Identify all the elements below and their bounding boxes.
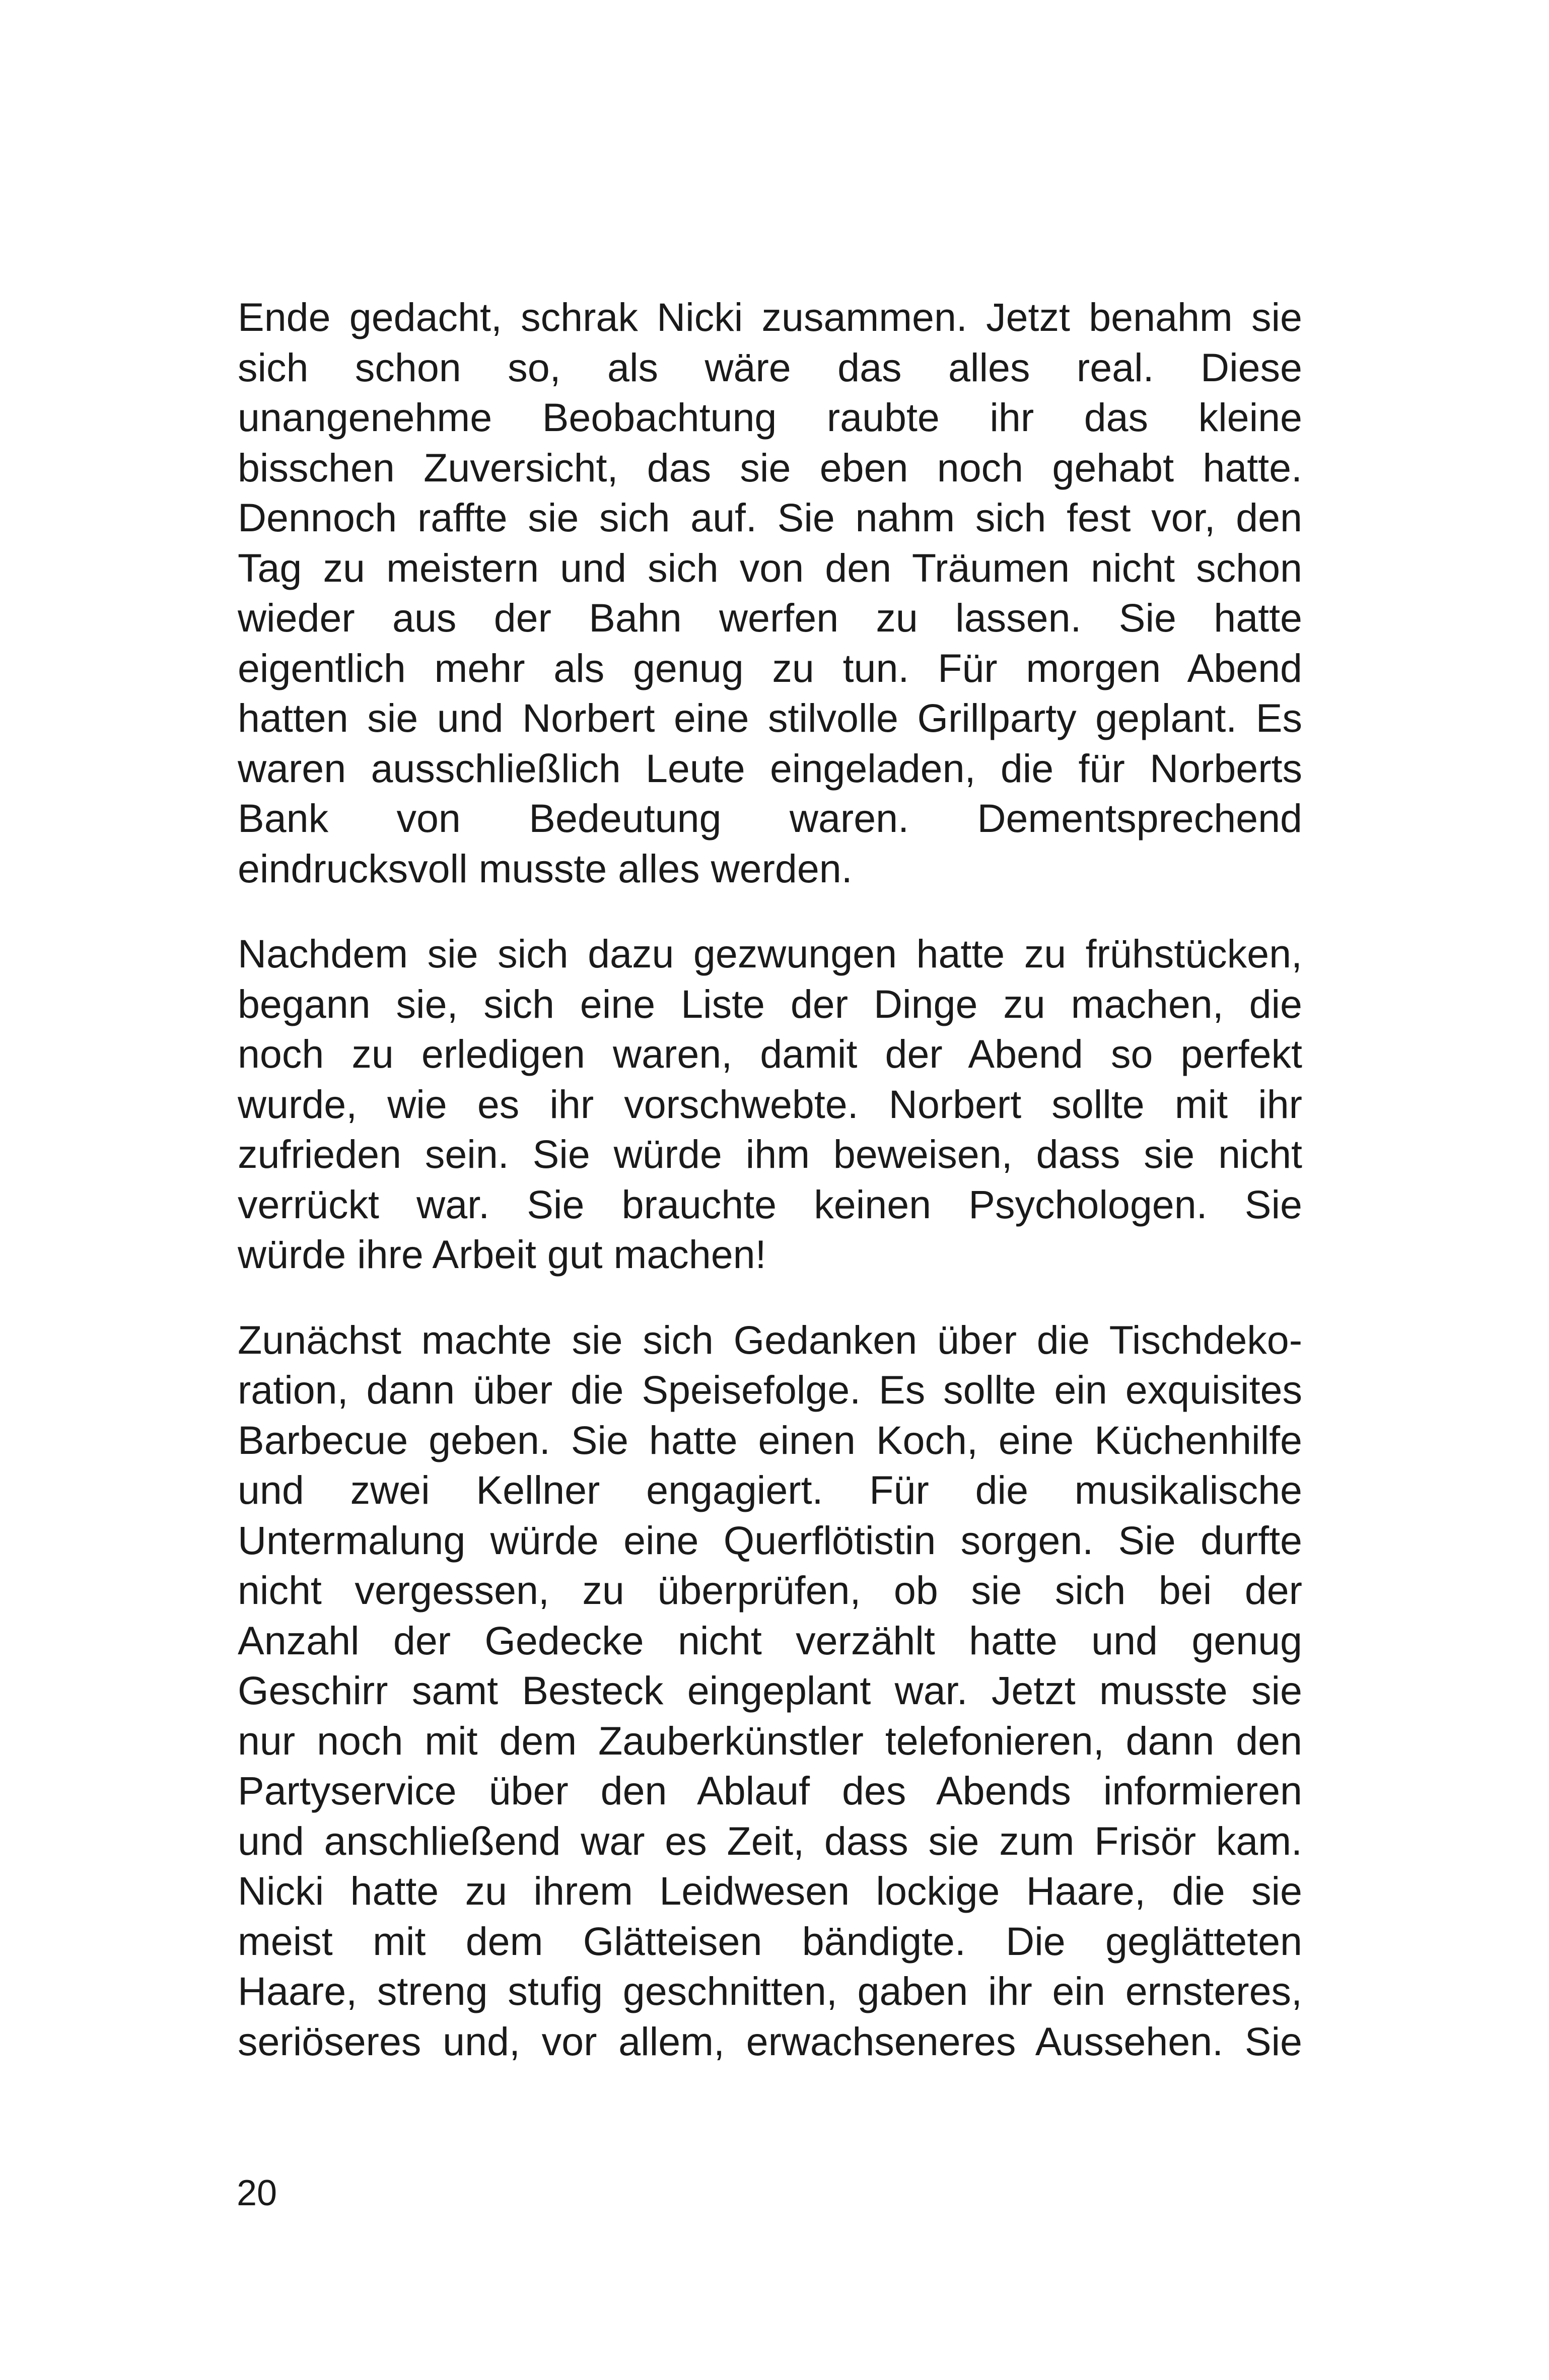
paragraph-2	[238, 929, 1302, 1280]
text-line: seriöseres und, vor allem, erwachseneres Aussehen. Sie	[238, 2018, 1302, 2064]
text-line: Dennoch raffte sie sich auf. Sie nahm sich fest vor, den	[238, 495, 1302, 540]
text-line: und anschließend war es Zeit, dass sie zum Frisör kam.	[238, 1818, 1302, 1863]
text-line: würde ihre Arbeit gut machen!	[238, 1232, 766, 1277]
text-line: noch zu erledigen waren, damit der Abend so perfekt	[238, 1031, 1302, 1076]
text-line: zufrieden sein. Sie würde ihm beweisen, dass sie nicht	[238, 1132, 1302, 1176]
text-line: Barbecue geben. Sie hatte einen Koch, eine Küchenhilfe	[238, 1417, 1302, 1462]
text-line: ration, dann über die Speisefolge. Es sollte ein exquisites	[238, 1367, 1302, 1412]
text-line: sich schon so, als wäre das alles real. Diese	[238, 344, 1302, 390]
text-line: hatten sie und Norbert eine stilvolle Grillparty geplant. Es	[238, 695, 1302, 740]
text-line: Haare, streng stufig geschnitten, gaben ihr ein ernsteres,	[238, 1969, 1302, 2013]
text-line: unangenehme Beobachtung raubte ihr das kleine	[238, 395, 1302, 440]
text-line: begann sie, sich eine Liste der Dinge zu machen, die	[238, 981, 1302, 1026]
body-text	[238, 292, 1302, 2066]
text-line: Nachdem sie sich dazu gezwungen hatte zu frühstücken,	[238, 931, 1302, 976]
text-line: eigentlich mehr als genug zu tun. Für morgen Abend	[238, 645, 1302, 690]
text-line: Anzahl der Gedecke nicht verzählt hatte und genug	[238, 1618, 1302, 1663]
text-line: Partyservice über den Ablauf des Abends informieren	[238, 1768, 1302, 1813]
page-number: 20	[237, 2173, 277, 2213]
text-line: waren ausschließlich Leute eingeladen, die für Norberts	[238, 745, 1302, 791]
text-line: Nicki hatte zu ihrem Leidwesen lockige Haare, die sie	[238, 1868, 1302, 1913]
text-line: Geschirr samt Besteck eingeplant war. Jetzt musste sie	[238, 1668, 1302, 1713]
paragraph-3	[238, 1315, 1302, 2067]
text-line: Zunächst machte sie sich Gedanken über die Tischdeko-	[238, 1317, 1302, 1362]
text-line: verrückt war. Sie brauchte keinen Psychologen. Sie	[238, 1181, 1302, 1227]
text-line: Ende gedacht, schrak Nicki zusammen. Jetzt benahm sie	[238, 295, 1302, 339]
text-line: eindrucksvoll musste alles werden.	[238, 846, 853, 891]
text-line: Bank von Bedeutung waren. Dementsprechend	[238, 796, 1302, 841]
text-line: und zwei Kellner engagiert. Für die musikalische	[238, 1467, 1302, 1512]
text-line: meist mit dem Glätteisen bändigte. Die geglätteten	[238, 1918, 1302, 1964]
text-line: Tag zu meistern und sich von den Träumen nicht schon	[238, 545, 1302, 590]
text-line: Untermalung würde eine Querflötistin sorgen. Sie durfte	[238, 1517, 1302, 1563]
paragraph-1	[238, 292, 1302, 893]
text-line: nicht vergessen, zu überprüfen, ob sie sich bei der	[238, 1568, 1302, 1613]
text-line: nur noch mit dem Zauberkünstler telefonieren, dann den	[238, 1718, 1302, 1763]
text-line: wieder aus der Bahn werfen zu lassen. Sie hatte	[238, 595, 1302, 640]
text-line: bisschen Zuversicht, das sie eben noch gehabt hatte.	[238, 445, 1302, 490]
text-line: wurde, wie es ihr vorschwebte. Norbert sollte mit ihr	[238, 1081, 1302, 1127]
